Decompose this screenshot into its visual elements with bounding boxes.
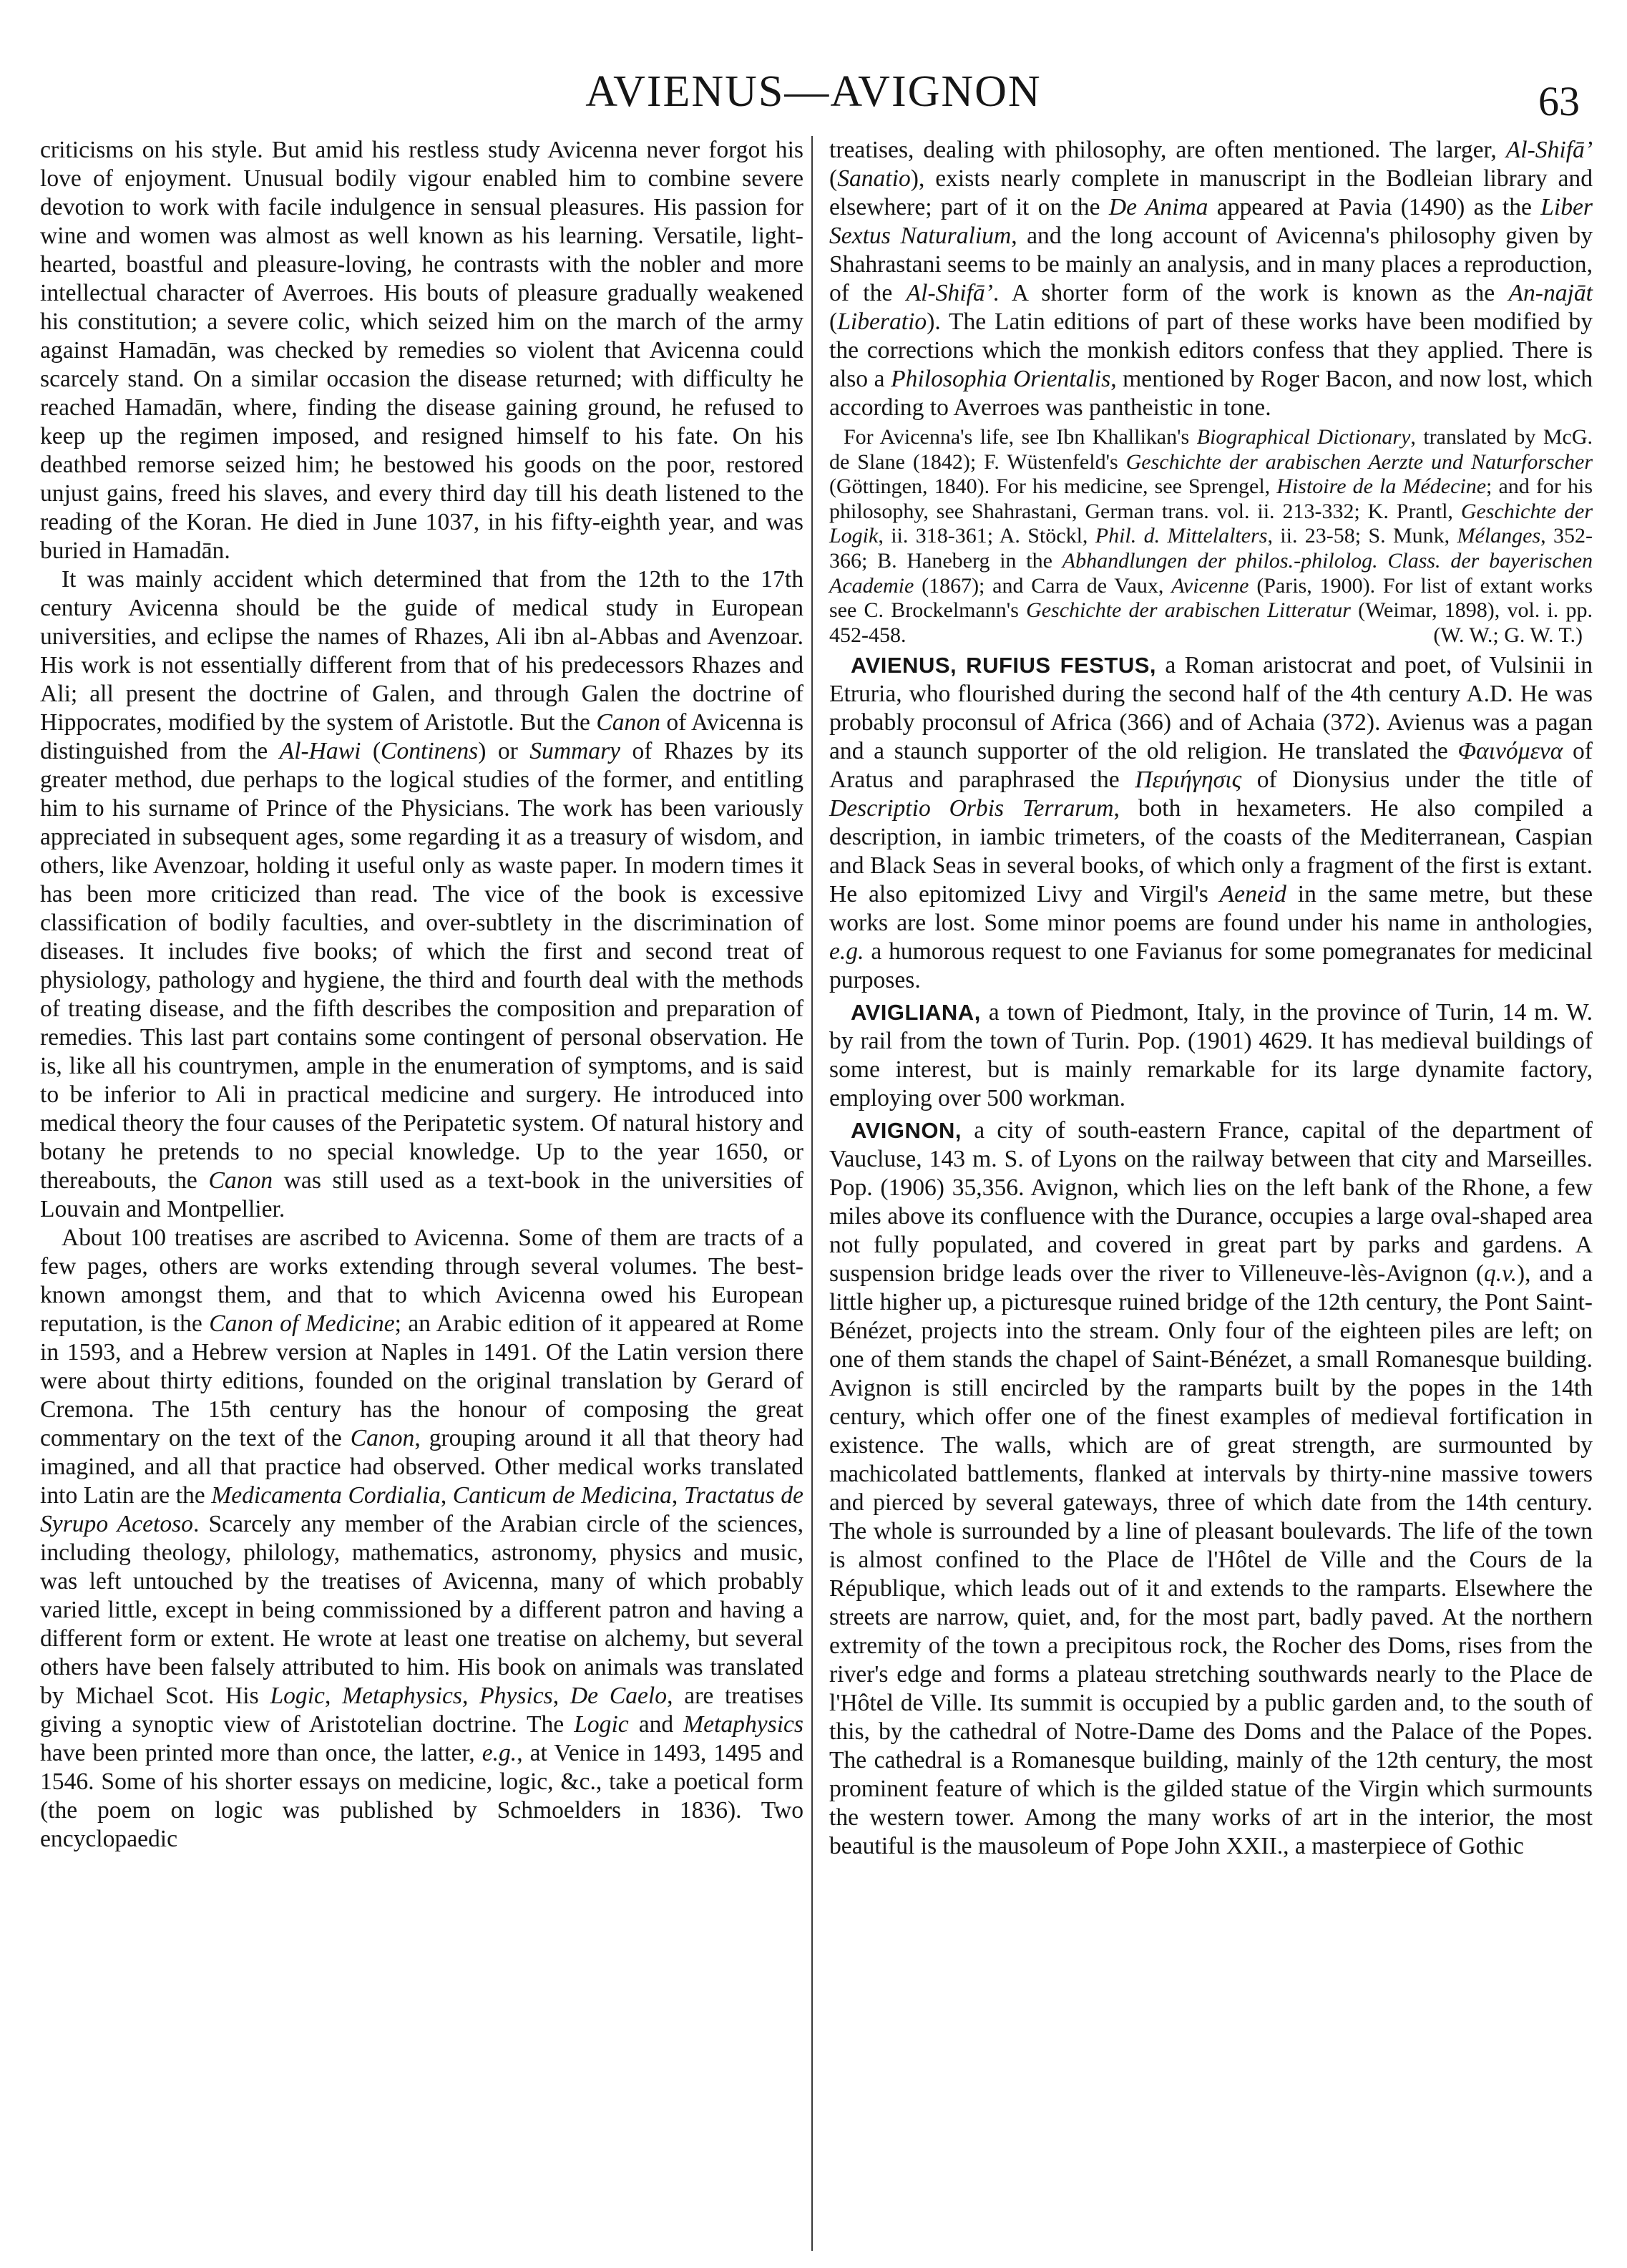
- column-divider: [811, 136, 813, 2251]
- running-title: AVIENUS—AVIGNON: [585, 67, 1042, 116]
- page-number: 63: [1538, 78, 1580, 125]
- headword-avignon: AVIGNON,: [851, 1118, 962, 1144]
- right-column: [829, 136, 1593, 1861]
- paragraph-avicenna-canon: It was mainly accident which determined that from the 12th to the 17th century Avicenna should be the guide of medical study in European universities, and eclipse the names of Rhazes, Ali ibn al-Abbas and Avenzoar. His work is not essentially different from that of his predecessors Rhazes and Ali; all present the doctrine of Galen, and through Galen the doctrine of Hippocrates, modified by the system of Aristotle. But the Canon of Avicenna is distinguished from the Al-Hawi (Continens) or Summary of Rhazes by its greater method, due perhaps to the logical studies of the former, and entitling him to his surname of Prince of the Physicians. The work has been variously appreciated in subsequent ages, some regarding it as a treasury of wisdom, and others, like Avenzoar, holding it useful only as waste paper. In modern times it has been more criticized than read. The vice of the book is excessive classification of bodily faculties, and over-subtlety in the discrimination of diseases. It includes five books; of which the first and second treat of physiology, pathology and hygiene, the third and fourth deal with the methods of treating disease, and the fifth describes the composition and preparation of remedies. This last part contains some contingent of personal observation. He is, like all his countrymen, ample in the enumeration of symptoms, and is said to be inferior to Ali in practical medicine and surgery. He introduced into medical theory the four causes of the Peripatetic system. Of natural history and botany he pretends to no special knowledge. Up to the year 1650, or thereabouts, the Canon was still used as a text-book in the universities of Louvain and Montpellier.: [40, 566, 803, 1222]
- entry-avignon: AVIGNON, a city of south-eastern France, capital of the department of Vaucluse, 143 m. S. of Lyons on the railway between that city and Marseilles. Pop. (1906) 35,356. Avignon, which lies on the left bank of the Rhone, a few miles above its confluence with the Durance, occupies a large oval-shaped area not fully populated, and covered in great part by parks and gardens. A suspension bridge leads over the river to Villeneuve-lès-Avignon (q.v.), and a little higher up, a picturesque ruined bridge of the 12th century, the Pont Saint-Bénézet, projects into the stream. Only four of the eighteen piles are left; on one of them stands the chapel of Saint-Bénézet, a small Romanesque building. Avignon is still encircled by the ramparts built by the popes in the 14th century, which offer one of the finest examples of medieval fortification in existence. The walls, which are of great strength, are surmounted by machicolated battlements, flanked at intervals by thirty-nine massive towers and pierced by several gateways, three of which date from the 14th century. The whole is surrounded by a line of pleasant boulevards. The life of the town is almost confined to the Place de l'Hôtel de Ville and the Cours de la République, which leads out of it and extends to the ramparts. Elsewhere the streets are narrow, quiet, and, for the most part, badly paved. At the northern extremity of the town a precipitous rock, the Rocher des Doms, rises from the river's edge and forms a plateau stretching southwards nearly to the Place de l'Hôtel de Ville. Its summit is occupied by a public garden and, to the south of this, by the cathedral of Notre-Dame des Doms and the Palace of the Popes. The cathedral is a Romanesque building, mainly of the 12th century, the most prominent feature of which is the gilded statue of the Virgin which surmounts the western tower. Among the many works of art in the interior, the most beautiful is the mausoleum of Pope John XXII., a masterpiece of Gothic: [829, 1117, 1593, 1860]
- left-column: [40, 136, 803, 1854]
- paragraph-avicenna-treatises: About 100 treatises are ascribed to Avicenna. Some of them are tracts of a few pages, others are works extending through several volumes. The best-known amongst them, and that to which Avicenna owed his European reputation, is the Canon of Medicine; an Arabic edition of it appeared at Rome in 1593, and a Hebrew version at Naples in 1491. Of the Latin version there were about thirty editions, founded on the original translation by Gerard of Cremona. The 15th century has the honour of composing the great commentary on the text of the Canon, grouping around it all that theory had imagined, and all that practice had observed. Other medical works translated into Latin are the Medicamenta Cordialia, Canticum de Medicina, Tractatus de Syrupo Acetoso. Scarcely any member of the Arabian circle of the sciences, including theology, philology, mathematics, astronomy, physics and music, was left untouched by the treatises of Avicenna, many of which probably varied little, except in being commissioned by a different patron and having a different form or extent. He wrote at least one treatise on alchemy, but several others have been falsely attributed to him. His book on animals was translated by Michael Scot. His Logic, Metaphysics, Physics, De Caelo, are treatises giving a synoptic view of Aristotelian doctrine. The Logic and Metaphysics have been printed more than once, the latter, e.g., at Venice in 1493, 1495 and 1546. Some of his shorter essays on medicine, logic, &c., take a poetical form (the poem on logic was published by Schmoelders in 1836). Two encyclopaedic: [40, 1225, 804, 1852]
- entry-avienus: AVIENUS, RUFIUS FESTUS, a Roman aristocrat and poet, of Vulsinii in Etruria, who flourished during the second half of the 4th century A.D. He was probably proconsul of Africa (366) and of Achaia (372). Avienus was a pagan and a staunch supporter of the old religion. He translated the Φαινόμενα of Aratus and paraphrased the Περιήγησις of Dionysius under the title of Descriptio Orbis Terrarum, both in hexameters. He also compiled a description, in iambic trimeters, of the coasts of the Mediterranean, Caspian and Black Seas in several books, of which only a fragment of the first is extant. He also epitomized Livy and Virgil's Aeneid in the same metre, but these works are lost. Some minor poems are found under his name in anthologies, e.g. a humorous request to one Favianus for some pomegranates for medicinal purposes.: [829, 652, 1593, 994]
- entry-avigliana: AVIGLIANA, a town of Piedmont, Italy, in the province of Turin, 14 m. W. by rail from the town of Turin. Pop. (1901) 4629. It has medieval buildings of some interest, but is mainly remarkable for its large dynamite factory, employing over 500 workman.: [829, 999, 1593, 1112]
- paragraph-avicenna-character: criticisms on his style. But amid his restless study Avicenna never forgot his love of enjoyment. Unusual bodily vigour enabled him to combine severe devotion to work with facile indulgence in sensual pleasures. His passion for wine and women was almost as well known as his learning. Versatile, light-hearted, boastful and pleasure-loving, he contrasts with the nobler and more intellectual character of Averroes. His bouts of pleasure gradually weakened his constitution; a severe colic, which seized him on the march of the army against Hamadān, was checked by remedies so violent that Avicenna could scarcely stand. On a similar occasion the disease returned; with difficulty he reached Hamadān, where, finding the disease gaining ground, he refused to keep up the regimen imposed, and resigned himself to his fate. On his deathbed remorse seized him; he bestowed his goods on the poor, restored unjust gains, freed his slaves, and every third day till his death listened to the reading of the Koran. He died in June 1037, in his fifty-eighth year, and was buried in Hamadān.: [40, 137, 803, 564]
- headword-avienus: AVIENUS, RUFIUS FESTUS,: [851, 653, 1157, 678]
- paragraph-avicenna-encyclopaedic: treatises, dealing with philosophy, are often mentioned. The larger, Al-Shifā’ (Sanatio), exists nearly complete in manuscript in the Bodleian library and elsewhere; part of it on the De Anima appeared at Pavia (1490) as the Liber Sextus Naturalium, and the long account of Avicenna's philosophy given by Shahrastani seems to be mainly an analysis, and in many places a reproduction, of the Al-Shifā’. A shorter form of the work is known as the An-najāt (Liberatio). The Latin editions of part of these works have been modified by the corrections which the monkish editors confess that they applied. There is also a Philosophia Orientalis, mentioned by Roger Bacon, and now lost, which according to Averroes was pantheistic in tone.: [829, 137, 1593, 421]
- author-initials: (W. W.; G. W. T.): [1433, 623, 1583, 647]
- headword-avigliana: AVIGLIANA,: [851, 1000, 981, 1026]
- page-header: [0, 63, 1627, 127]
- bibliography-note: For Avicenna's life, see Ibn Khallikan's Biographical Dictionary, translated by McG. de Slane (1842); F. Wüstenfeld's Geschichte der arabischen Aerzte und Naturforscher (Göttingen, 1840). For his medicine, see Sprengel, Histoire de la Médecine; and for his philosophy, see Shahrastani, German trans. vol. ii. 213-332; K. Prantl, Geschichte der Logik, ii. 318-361; A. Stöckl, Phil. d. Mittelalters, ii. 23-58; S. Munk, Mélanges, 352-366; B. Haneberg in the Abhandlungen der philos.-philolog. Class. der bayerischen Academie (1867); and Carra de Vaux, Avicenne (Paris, 1900). For list of extant works see C. Brockelmann's Geschichte der arabischen Litteratur (Weimar, 1898), vol. i. pp. 452-458. (W. W.; G. W. T.): [829, 425, 1593, 647]
